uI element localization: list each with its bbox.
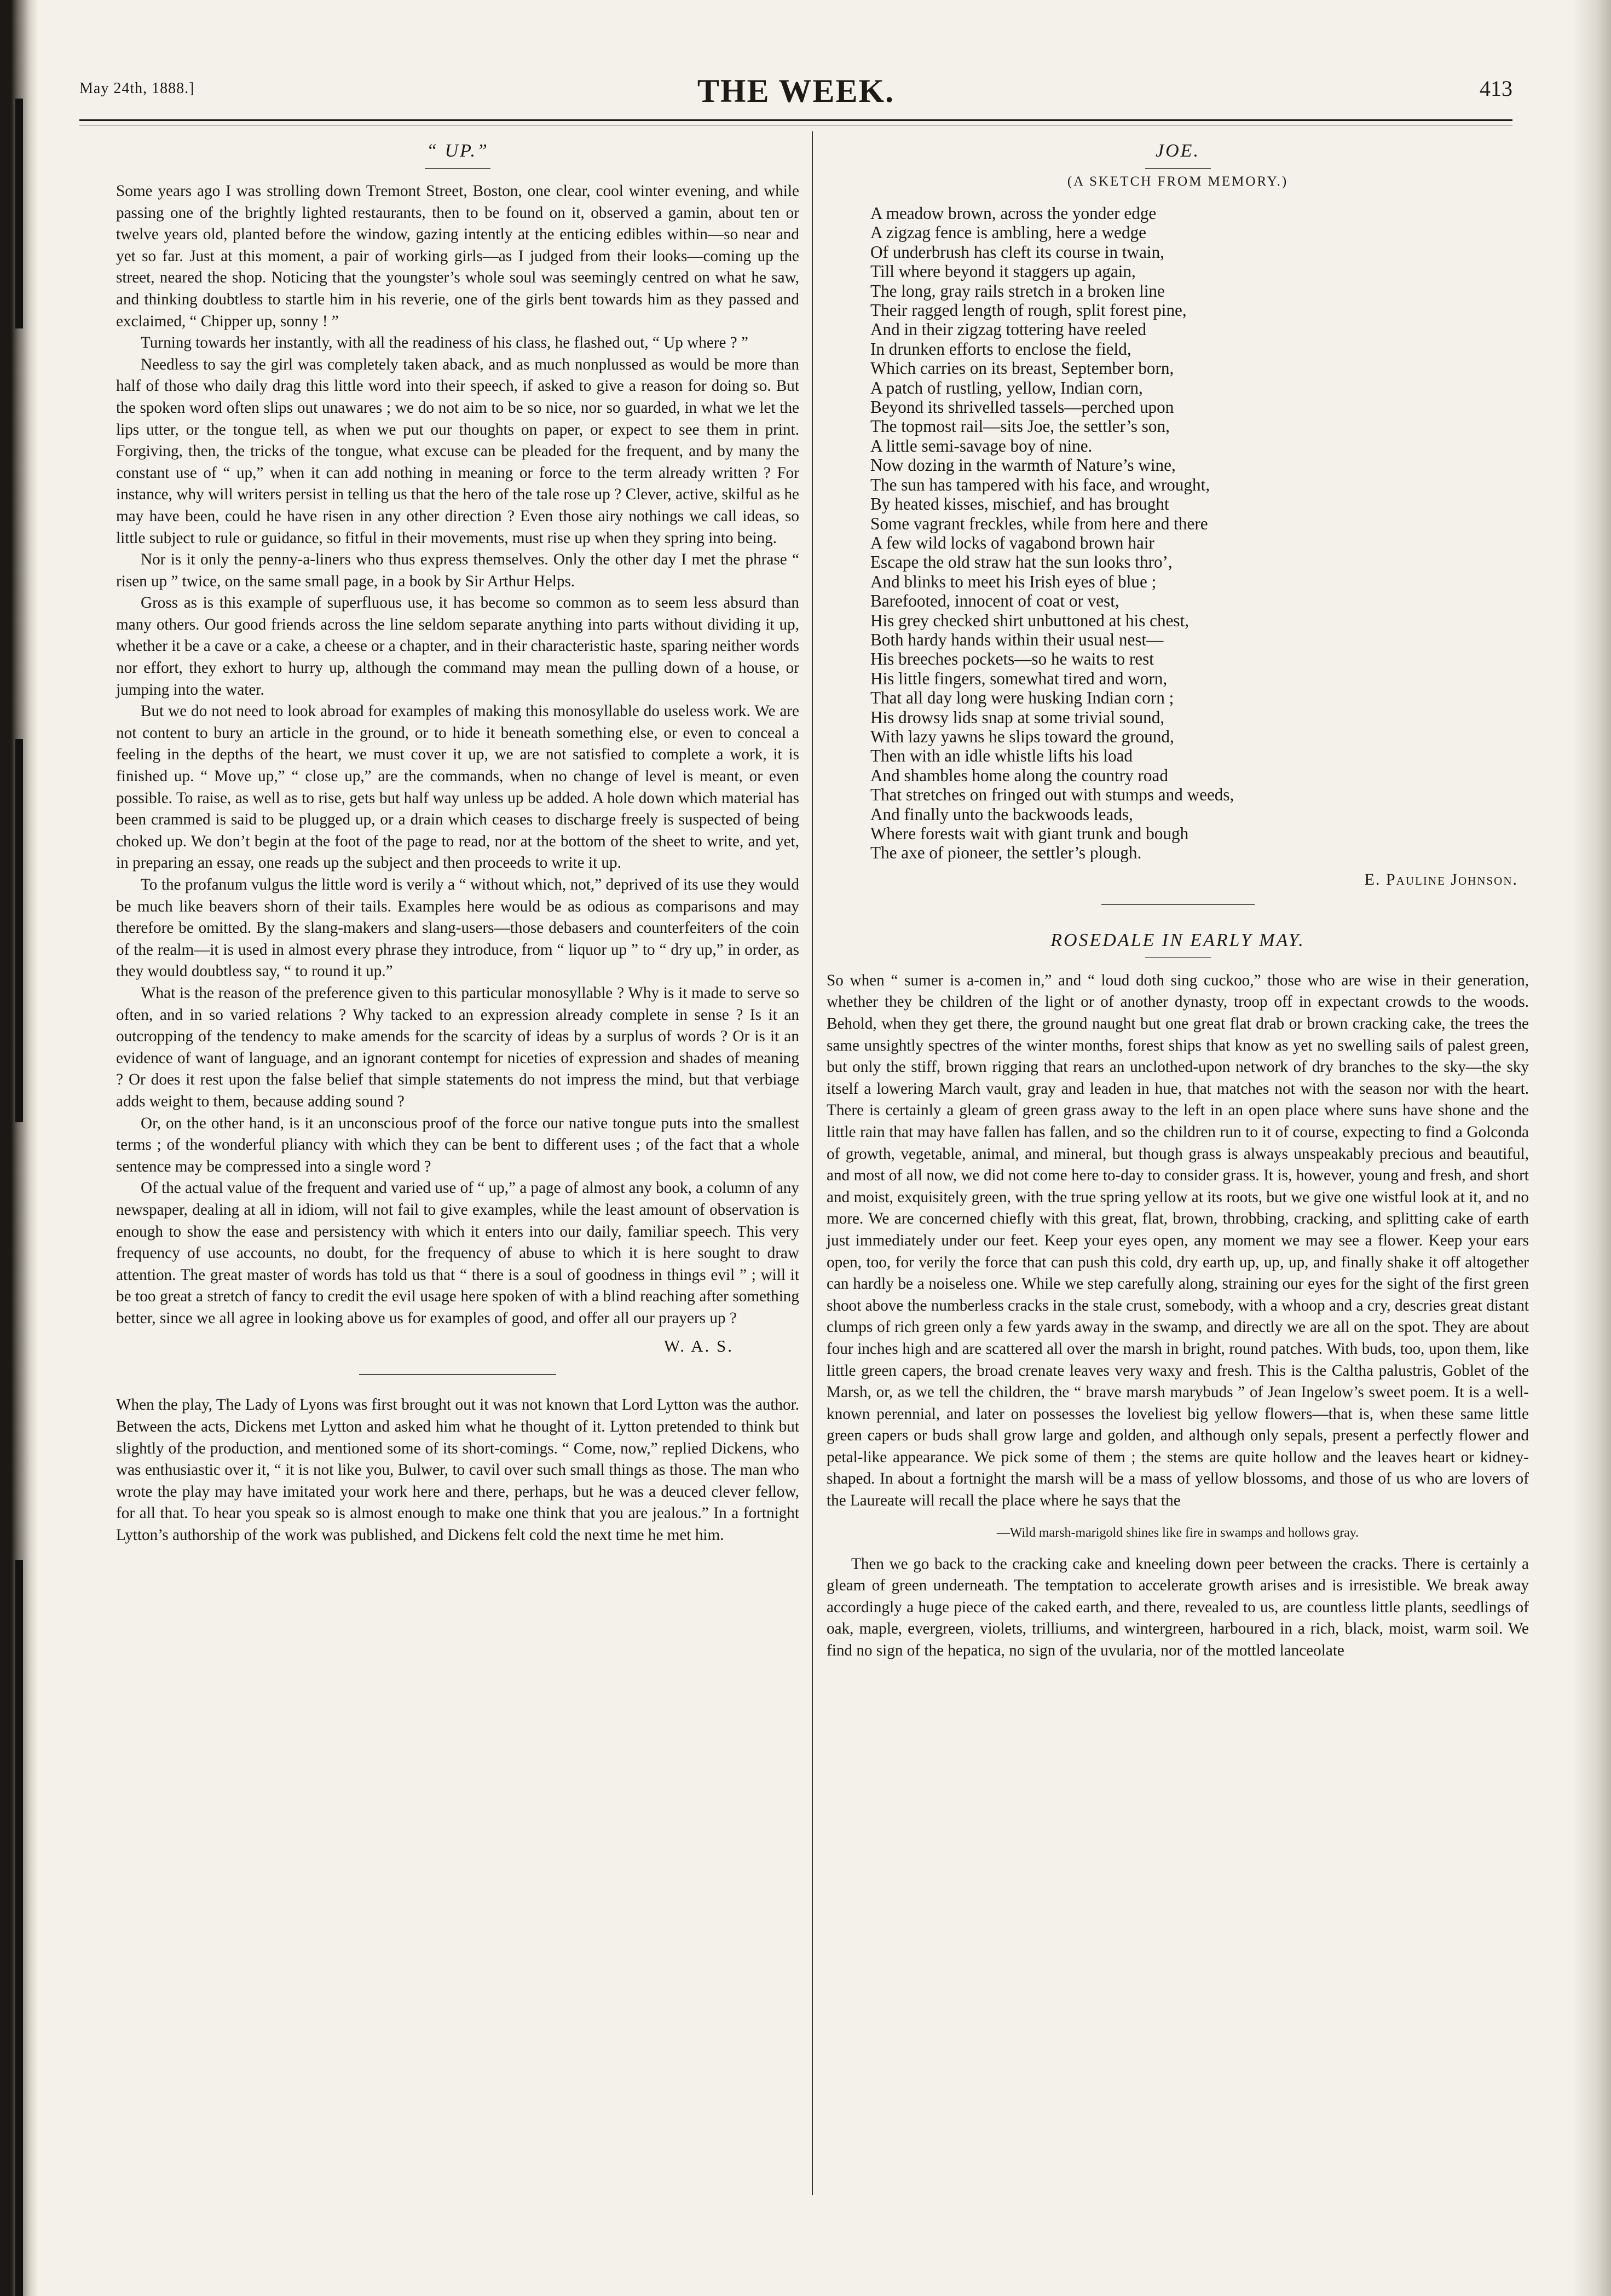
poem-line: In drunken efforts to enclose the field, bbox=[870, 339, 1131, 359]
binding-shadow bbox=[15, 99, 23, 328]
poem-line: Of underbrush has cleft its course in twain, bbox=[870, 242, 1164, 262]
poem-line: A zigzag fence is ambling, here a wedge bbox=[870, 223, 1146, 243]
poem-line: By heated kisses, mischief, and has brought bbox=[870, 494, 1169, 514]
page-binding-edge bbox=[0, 0, 38, 2296]
article-paragraph: But we do not need to look abroad for examples of making this monosyllable do useless work. We are not content to bury an article in the ground, or to hide it beneath something else, or even to conceal a feeling in the depths of the heart, we must cover it up, we are not satisfied to complete a work, it is finished up. “ Move up,” “ close up,” are the commands, when no change of level is meant, or even possible. To raise, as well as to rise, gets but half way unless up be added. A hole down which material has been crammed is said to be plugged up, or a drain which ceases to discharge freely is suspected of being choked up. We don’t begin at the foot of the page to read, nor at the bottom of the sheet to write, and yet, in preparing an essay, one reads up the subject and then proceeds to write it up. bbox=[116, 702, 799, 872]
article-paragraph: Some years ago I was strolling down Tremont Street, Boston, one clear, cool winter evening, and while passing one of the brightly lighted restaurants, then to be found on it, observed a gamin, about ten or twelve years old, planted before the window, gazing intently at the enticing edibles within—so near and yet so far. Just at this moment, a pair of working girls—as I judged from their looks—coming up the street, neared the shop. Noticing that the youngster’s whole soul was seemingly centred on what he saw, and thinking doubtless to startle him in his reverie, one of the girls bent towards him as they passed and exclaimed, “ Chipper up, sonny ! ” bbox=[116, 182, 799, 330]
article-title-rosedale: ROSEDALE IN EARLY MAY. bbox=[1050, 930, 1305, 950]
anecdote-paragraph: When the play, The Lady of Lyons was first brought out it was not known that Lord Lytton was the author. Between the acts, Dickens met Lytton and asked him what he thought of it. Lytton pretended to think but slightly of the production, and mentioned some of its short-comings. “ Come, now,” replied Dickens, who was enthusiastic over it, “ it is not like you, Bulwer, to cavil over such small things as those. The man who wrote the play may have imitated your work here and there, perhaps, but he was a deuced clever fellow, for all that. To hear you speak so is almost enough to make one think that you are jealous.” In a fortnight Lytton’s authorship of the work was published, and Dickens felt cold the next time he met him. bbox=[116, 1396, 799, 1544]
article-paragraph: So when “ sumer is a-comen in,” and “ loud doth sing cuckoo,” those who are wise in their generation, whether they be children of the light or of another dynasty, troop off in expectant crowds to the woods. Behold, when they get there, the ground naught but one great flat drab or brown cracking cake, the trees the same unsightly spectres of the winter months, forest ships that know as yet no swelling sails of palest green, but only the stiff, brown rigging that rears an unclothed-upon network of dry branches to the sky—the sky itself a lowering March vault, gray and leaden in hue, that matches not with the season nor with the heart. There is certainly a gleam of green grass away to the left in an open place where suns have shone and the little rain that may have fallen has fallen, and so the children run to it of course, expecting to find a Golconda of growth, vegetable, animal, and mineral, but though grass is always unspeakably precious and beautiful, and most of all now, we did not come here to-day to consider grass. It is, however, young and fresh, and short and moist, exquisitely green, with the true spring yellow at its roots, but we give one wistful look at it, and no more. We are concerned chiefly with this great, flat, brown, throbbing, cracking, and splitting cake of earth just immediately under our feet. Keep your eyes open, any moment we may see a flower. Keep your ears open, too, for verily the force that can push this cold, dry earth up, up, up, and finally shake it off altogether can hardly be a noiseless one. While we step carefully along, straining our eyes for the sight of the first green shoot above the numberless cracks in the stale crust, somebody, with a whoop and a cry, descries great distant clumps of rich green only a few yards away in the swamp, and directly we are all on the spot. They are about four inches high and are scattered all over the marsh in bright, round patches. With buds, too, upon them, like little green capers, the broad crenate leaves very waxy and fresh. This is the Caltha palustris, Goblet of the Marsh, or, as we tell the children, the “ brave marsh marybuds ” of Jean Ingelow’s sweet poem. It is a well-known perennial, and later on possesses the loveliest big yellow flowers—that is, when these same little green capers or buds shall grow large and golden, and although only sepals, present a perfectly flower and petal-like appearance. We pick some of them ; the stems are quite hollow and the leaves heart or kidney-shaped. In about a fortnight the marsh will be a mass of yellow blossoms, and those of us who are lovers of the Laureate will recall the place where he says that the bbox=[827, 971, 1529, 1510]
article-paragraph: Of the actual value of the frequent and varied use of “ up,” a page of almost any book, a column of any newspaper, dealing at all in idiom, will not fail to give examples, while the least amount of observation is enough to show the ease and persistency with which it enters into our daily, familiar speech. This very frequency of use accounts, no doubt, for the frequency of abuse to which it is here sought to draw attention. The great master of words has told us that “ there is a soul of goodness in things evil ” ; will it be too great a stretch of fancy to credit the evil usage here spoken of with a blind reaching after something better, since we all agree in looking above us for examples of good, and offer all our prayers up ? bbox=[116, 1179, 799, 1327]
article-paragraph: Gross as is this example of superfluous use, it has become so common as to seem less absurd than many others. Our good friends across the line seldom separate anything into parts without dividing it up, whether it be a cave or a cake, a cheese or a chapter, and in their characteristic haste, sparing neither words nor effort, they exhort to hurry up, although the command may mean the pulling down of a house, or jumping into the water. bbox=[116, 594, 799, 699]
article-title-up: “ UP.” bbox=[426, 141, 489, 161]
poem-line: Now dozing in the warmth of Nature’s wine, bbox=[870, 455, 1176, 475]
poem-line: The sun has tampered with his face, and wrought, bbox=[870, 475, 1210, 494]
page-header bbox=[79, 72, 1512, 122]
poem-signature: E. Pauline Johnson. bbox=[1364, 870, 1518, 889]
poem-line: His drowsy lids snap at some trivial sound, bbox=[870, 707, 1165, 727]
page-right-edge bbox=[1573, 0, 1611, 2296]
section-separator bbox=[359, 1374, 556, 1375]
left-column bbox=[116, 134, 799, 1547]
article-signature: W. A. S. bbox=[663, 1336, 734, 1356]
poem-line: And shambles home along the country road bbox=[870, 765, 1168, 785]
article-paragraph: What is the reason of the preference given to this particular monosyllable ? Why is it made to serve so often, and in so varied relations ? Why tacked to an expression already complete in sense ? Is it an outcropping of the tendency to make amends for the scarcity of ideas by a surplus of words ? Or is it an evidence of want of language, and an ignorant contempt for niceties of expression and shades of meaning ? Or does it rest upon the false belief that simple statements do not impress the mind, but that verbiage adds weight to them, because adding sound ? bbox=[116, 984, 799, 1110]
masthead-title: THE WEEK. bbox=[697, 73, 895, 109]
binding-shadow bbox=[15, 739, 23, 1122]
title-rule bbox=[425, 168, 490, 169]
column-divider bbox=[812, 131, 813, 2195]
article-paragraph: To the profanum vulgus the little word is verily a “ without which, not,” deprived of its use they would be much like beavers shorn of their tails. Examples here would be as odious as comparisons and may therefore be omitted. By the slang-makers and slang-users—those debasers and counterfeiters of the coin of the realm—it is used in almost every phrase they introduce, from “ liquor up ” to “ dry up,” in order, as they would doubtless say, “ to round it up.” bbox=[116, 876, 799, 980]
poem-line: Barefooted, innocent of coat or vest, bbox=[870, 591, 1119, 611]
poem-line: Where forests wait with giant trunk and bough bbox=[870, 824, 1189, 843]
quoted-verse: —Wild marsh-marigold shines like fire in swamps and hollows gray. bbox=[996, 1525, 1359, 1540]
poem-subtitle: (A SKETCH FROM MEMORY.) bbox=[1067, 174, 1289, 189]
poem-line: Some vagrant freckles, while from here and there bbox=[870, 514, 1208, 533]
poem-line: Till where beyond it staggers up again, bbox=[870, 262, 1136, 281]
poem-line: The long, gray rails stretch in a broken line bbox=[870, 281, 1165, 301]
article-paragraph: Needless to say the girl was completely taken aback, and as much nonplussed as would be more than half of those who daily drag this little word into their speech, if asked to give a reason for doing so. But the spoken word often slips out unawares ; we do not aim to be so nice, nor so guarded, in what we let the lips utter, or the tongue tell, as when we put our thoughts on paper, or expect to see them in print. Forgiving, then, the tricks of the tongue, what excuse can be pleaded for the frequent, and by many the constant use of “ up,” when it can add nothing in meaning or force to the term already written ? For instance, why will writers persist in telling us that the hero of the tale rose up ? Clever, active, skilful as he may have been, could he have risen in any other direction ? Even those airy nothings we call ideas, so little subject to rule or guidance, so fitful in their movements, must rise up when they spring into being. bbox=[116, 355, 799, 547]
section-separator bbox=[1101, 904, 1255, 905]
title-rule bbox=[1145, 168, 1211, 169]
poem-line: And in their zigzag tottering have reeled bbox=[870, 320, 1146, 339]
poem-line: Then with an idle whistle lifts his load bbox=[870, 746, 1133, 766]
poem-line: A patch of rustling, yellow, Indian corn, bbox=[870, 378, 1143, 397]
article-paragraph: Or, on the other hand, is it an unconscious proof of the force our native tongue puts into the smallest terms ; of the wonderful pliancy with which they can be bent to different uses ; of the fact that a whole sentence may be compressed into a single word ? bbox=[116, 1114, 799, 1175]
header-rule bbox=[79, 119, 1512, 121]
poem-title-joe: JOE. bbox=[1156, 141, 1200, 161]
poem-line: And finally unto the backwoods leads, bbox=[870, 804, 1133, 824]
poem-line: The topmost rail—sits Joe, the settler’s son, bbox=[870, 417, 1170, 436]
poem-line: A few wild locks of vagabond brown hair bbox=[870, 533, 1154, 552]
poem-line: His grey checked shirt unbuttoned at his chest, bbox=[870, 610, 1190, 630]
page-number: 413 bbox=[1480, 76, 1512, 101]
poem-line: And blinks to meet his Irish eyes of blue ; bbox=[870, 572, 1157, 591]
poem-line: A meadow brown, across the yonder edge bbox=[870, 204, 1157, 223]
poem-line: His little fingers, somewhat tired and worn, bbox=[870, 668, 1168, 688]
poem-line: The axe of pioneer, the settler’s plough. bbox=[870, 843, 1142, 863]
poem-line: With lazy yawns he slips toward the ground, bbox=[870, 726, 1174, 746]
poem-line: That all day long were husking Indian corn ; bbox=[870, 688, 1174, 708]
article-paragraph: Then we go back to the cracking cake and kneeling down peer between the cracks. There is certainly a gleam of green underneath. The temptation to accelerate growth arises and is irresistible. We break away accordingly a huge piece of the caked earth, and there, revealed to us, are countless little plants, seedlings of oak, maple, evergreen, violets, trilliums, and wintergreen, harboured in a rich, black, moist, warm soil. We find no sign of the hepatica, no sign of the uvularia, nor of the mottled lanceolate bbox=[827, 1555, 1529, 1660]
poem-line: Beyond its shrivelled tassels—perched upon bbox=[870, 397, 1174, 417]
title-rule bbox=[1145, 957, 1211, 958]
poem-line: His breeches pockets—so he waits to rest bbox=[870, 649, 1154, 669]
article-paragraph: Turning towards her instantly, with all the readiness of his class, he flashed out, “ Up where ? ” bbox=[141, 334, 748, 352]
poem-line: Escape the old straw hat the sun looks thro’, bbox=[870, 552, 1173, 572]
poem-line: That stretches on fringed out with stumps and weeds, bbox=[870, 785, 1234, 805]
poem-line: A little semi-savage boy of nine. bbox=[870, 436, 1093, 455]
binding-shadow bbox=[15, 1560, 23, 2296]
poem-body bbox=[870, 204, 1529, 863]
poem-line: Both hardy hands within their usual nest— bbox=[870, 630, 1164, 649]
issue-date: May 24th, 1888.] bbox=[79, 80, 195, 97]
poem-line: Their ragged length of rough, split forest pine, bbox=[870, 301, 1187, 320]
article-paragraph: Nor is it only the penny-a-liners who thus express themselves. Only the other day I met the phrase “ risen up ” twice, on the same small page, in a book by Sir Arthur Helps. bbox=[116, 551, 799, 590]
poem-line: Which carries on its breast, September born, bbox=[870, 359, 1174, 378]
right-column bbox=[827, 134, 1529, 1662]
